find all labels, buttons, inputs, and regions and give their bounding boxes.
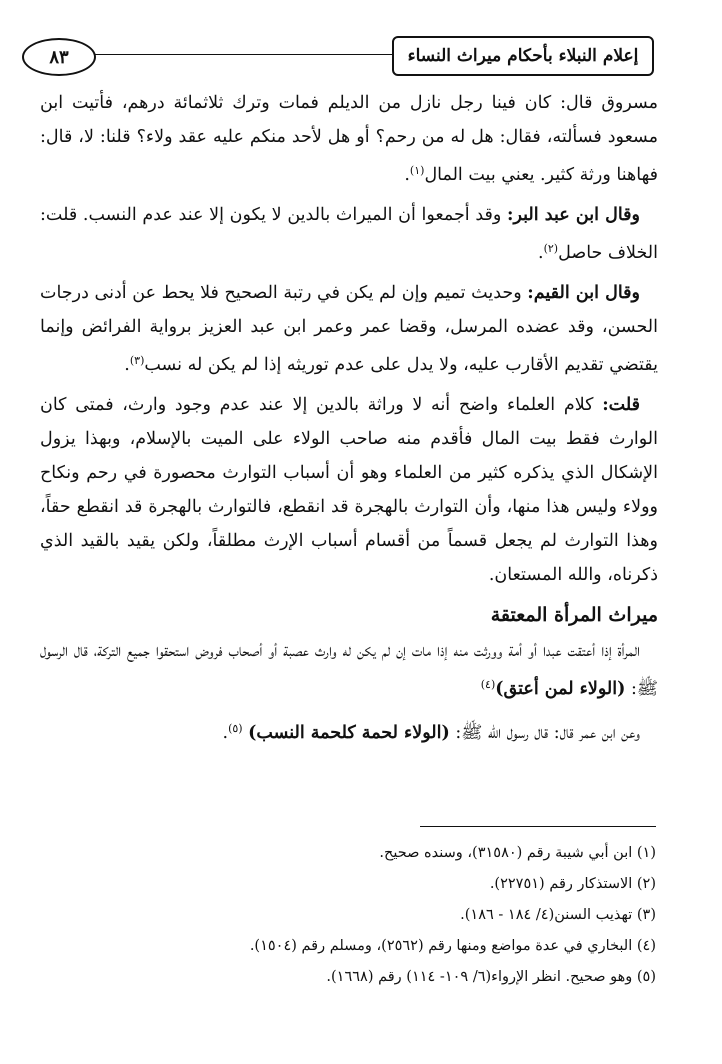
footnote-ref: (٥) — [228, 722, 243, 735]
footnote-ref: (٢) — [543, 242, 559, 255]
footnote-ref: (٤) — [480, 678, 496, 691]
paragraph-ibn-abd-albarr: وقال ابن عبد البر: وقد أجمعوا أن الميراث بالدين لا يكون إلا عند عدم النسب. قلت: الخلاف حاصل$^{(٢)}$. — [40, 205, 658, 263]
footnote-3: (٣) تهذيب السنن(٤/ ١٨٤ - ١٨٦). — [460, 907, 656, 923]
paragraph-ibn-alqayyim: وقال ابن القيم: وحديث تميم وإن لم يكن في رتبة الصحيح فلا يحط عن أدنى درجات الحسن، وقد عضده المرسل، وقضا عمر وعمر ابن عبد العزيز برواية الفرائض وإنما يقتضي تقديم الأقارب عليه، ولا يدل على عدم توريثه إذا لم يكن له نسب$^{(٣)}$. — [40, 283, 658, 375]
paragraph-ibn-umar: وعن ابن عمر قال: قال رسول الله ﷺ: (الولاء لحمة كلحمة النسب) $^{(٥)}$. — [222, 722, 640, 743]
footnote-ref: (٣) — [129, 354, 145, 367]
footnote-5: (٥) وهو صحيح. انظر الإرواء(٦/ ١٠٩- ١١٤) رقم (١٦٦٨). — [326, 969, 656, 985]
paragraph-text: وعن ابن عمر قال: قال رسول الله ﷺ: — [449, 723, 640, 743]
footnotes — [40, 838, 656, 993]
paragraph-text: وقد أجمعوا أن الميراث بالدين لا يكون إلا عند عدم النسب. قلت: الخلاف حاصل — [40, 205, 658, 263]
footnote-1: (١) ابن أبي شيبة رقم (٣١٥٨٠)، وسنده صحيح. — [379, 845, 656, 861]
body-text — [40, 86, 658, 756]
page-header — [22, 36, 654, 76]
hadith-quote: (الولاء لحمة كلحمة النسب) — [248, 723, 450, 743]
footnote-4: (٤) البخاري في عدة مواضع ومنها رقم (٢٥٦٢)، ومسلم رقم (١٥٠٤). — [249, 938, 656, 954]
hadith-quote: (الولاء لمن أعتق) — [495, 679, 626, 699]
paragraph-lead: قلت: — [602, 395, 640, 415]
page-number: ٨٣ — [22, 38, 96, 76]
paragraph-text: كلام العلماء واضح أنه لا وراثة بالدين إلا عند عدم وجود وارث، فمتى كان الوارث فقط بيت المال فأقدم منه صاحب الولاء على الميت بالإسلام، وبهذا يزول الإشكال الذي يذكره كثير من العلماء وهو أن أسباب التوارث محصورة في رحم ونكاح وولاء وليس هذا منها، وأن التوارث بالهجرة قد انقطع، فالتوارث بالهجرة قد انقطع حقاً، وهذا التوارث لم يجعل قسماً من أقسام أسباب الإرث مطلقاً، ولكن يقيد بالقيد الذي ذكرناه، والله المستعان. — [40, 395, 658, 585]
footnote-ref: (١) — [409, 164, 425, 177]
section-heading: ميراث المرأة المعتقة — [490, 604, 658, 626]
paragraph-masruq: مسروق قال: كان فينا رجل نازل من الديلم فمات وترك ثلاثمائة درهم، فأتيت ابن مسعود فسألته، فقال: هل له من رحم؟ أو هل لأحد منكم عليه عقد ولاء؟ قلنا: لا، قال: فهاهنا ورثة كثير. يعني بيت المال$^{(١)}$. — [40, 93, 658, 185]
paragraph-lead: وقال ابن عبد البر: — [507, 205, 640, 225]
paragraph-text: وحديث تميم وإن لم يكن في رتبة الصحيح فلا يحط عن أدنى درجات الحسن، وقد عضده المرسل، وقضا عمر وعمر ابن عبد العزيز برواية الفرائض وإنما يقتضي تقديم الأقارب عليه، ولا يدل على عدم توريثه إذا لم يكن له نسب — [40, 283, 658, 375]
paragraph-freed-woman — [40, 634, 658, 706]
paragraph-lead: وقال ابن القيم: — [527, 283, 640, 303]
running-title: إعلام النبلاء بأحكام ميراث النساء — [392, 36, 654, 76]
paragraph-qultu — [40, 388, 658, 592]
paragraph-text: المرأة إذا أعتقت عبدا أو أمة وورثت منه إذا مات إن لم يكن له وارث عصبة أو أصحاب فروض استحقوا جميع التركة، قال الرسول ﷺ: — [40, 641, 658, 699]
paragraph-text: مسروق قال: كان فينا رجل نازل من الديلم فمات وترك ثلاثمائة درهم، فأتيت ابن مسعود فسألته، فقال: هل له من رحم؟ أو هل لأحد منكم عليه عقد ولاء؟ قلنا: لا، قال: فهاهنا ورثة كثير. يعني بيت المال — [40, 93, 658, 185]
footnote-2: (٢) الاستذكار رقم (٢٢٧٥١). — [489, 876, 656, 892]
footnote-separator — [420, 826, 656, 827]
